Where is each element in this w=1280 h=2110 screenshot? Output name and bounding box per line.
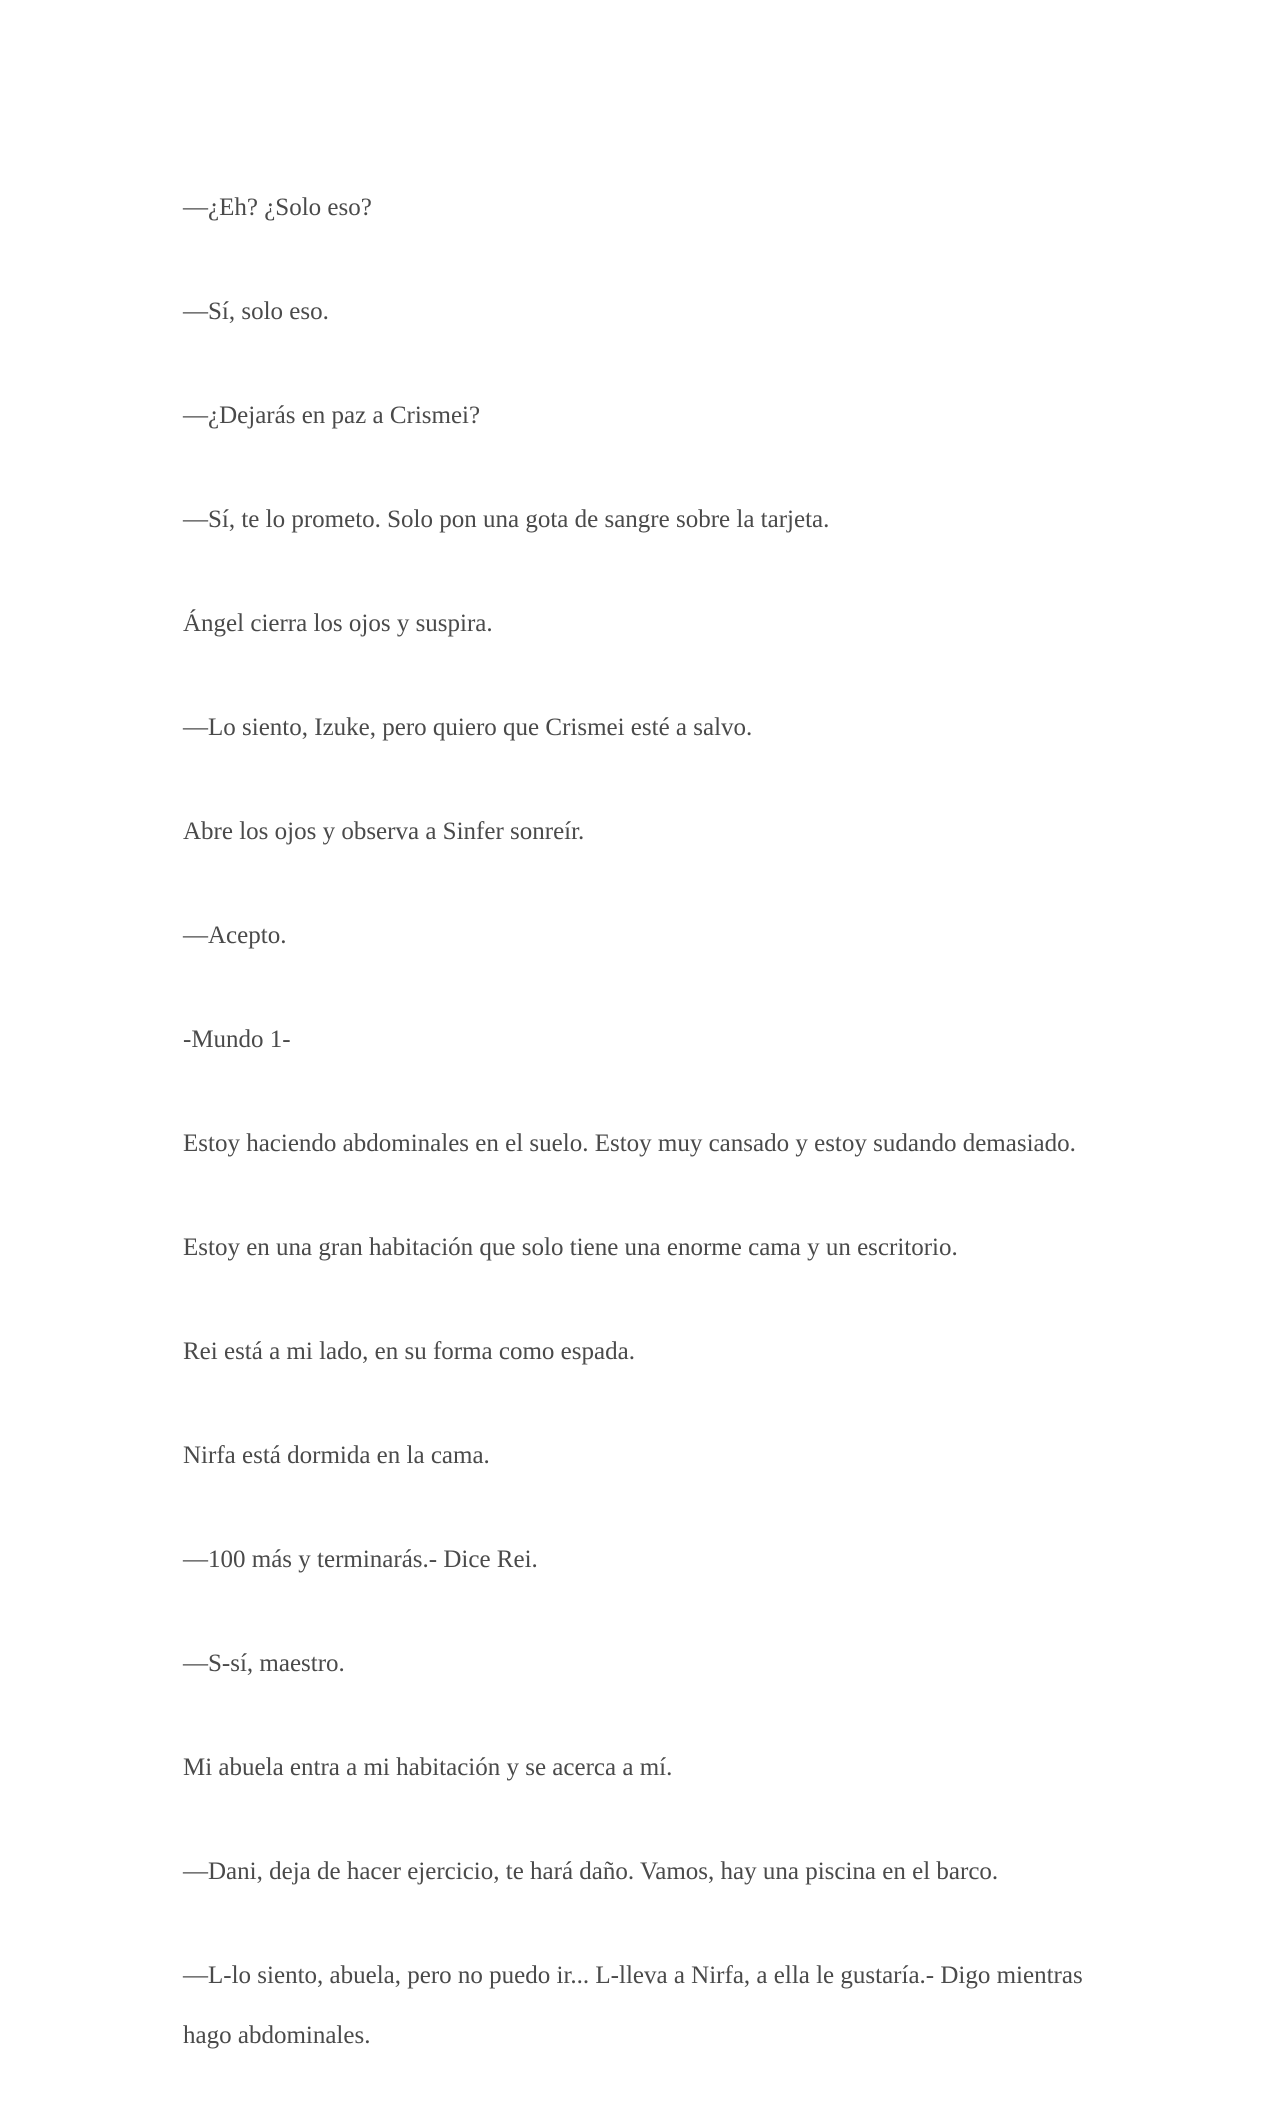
paragraph-1: —¿Eh? ¿Solo eso? — [183, 194, 372, 221]
paragraph-8: —Acepto. — [183, 922, 287, 949]
document-body — [183, 178, 1083, 2110]
paragraph-15: Mi abuela entra a mi habitación y se acerca a mí. — [183, 1754, 673, 1781]
paragraph-16: —Dani, deja de hacer ejercicio, te hará daño. Vamos, hay una piscina en el barco. — [183, 1858, 999, 1885]
paragraph-2: —Sí, solo eso. — [183, 298, 329, 325]
paragraph-4: —Sí, te lo prometo. Solo pon una gota de sangre sobre la tarjeta. — [183, 506, 830, 533]
paragraph-17: —L-lo siento, abuela, pero no puedo ir... L-lleva a Nirfa, a ella le gustaría.- Digo mientras hago abdominales. — [183, 1962, 1083, 2049]
paragraph-10: Estoy en una gran habitación que solo tiene una enorme cama y un escritorio. — [183, 1234, 958, 1261]
paragraph-11: Rei está a mi lado, en su forma como espada. — [183, 1338, 635, 1365]
paragraph-12: Nirfa está dormida en la cama. — [183, 1442, 490, 1469]
paragraph-7: Abre los ojos y observa a Sinfer sonreír. — [183, 818, 585, 845]
paragraph-14: —S-sí, maestro. — [183, 1650, 345, 1677]
paragraph-6: —Lo siento, Izuke, pero quiero que Crismei esté a salvo. — [183, 714, 753, 741]
paragraph-5: Ángel cierra los ojos y suspira. — [183, 610, 493, 637]
paragraph-9: Estoy haciendo abdominales en el suelo. Estoy muy cansado y estoy sudando demasiado. — [183, 1130, 1076, 1157]
paragraph-3: —¿Dejarás en paz a Crismei? — [183, 402, 481, 429]
section-heading: -Mundo 1- — [183, 1026, 291, 1053]
paragraph-13: —100 más y terminarás.- Dice Rei. — [183, 1546, 538, 1573]
